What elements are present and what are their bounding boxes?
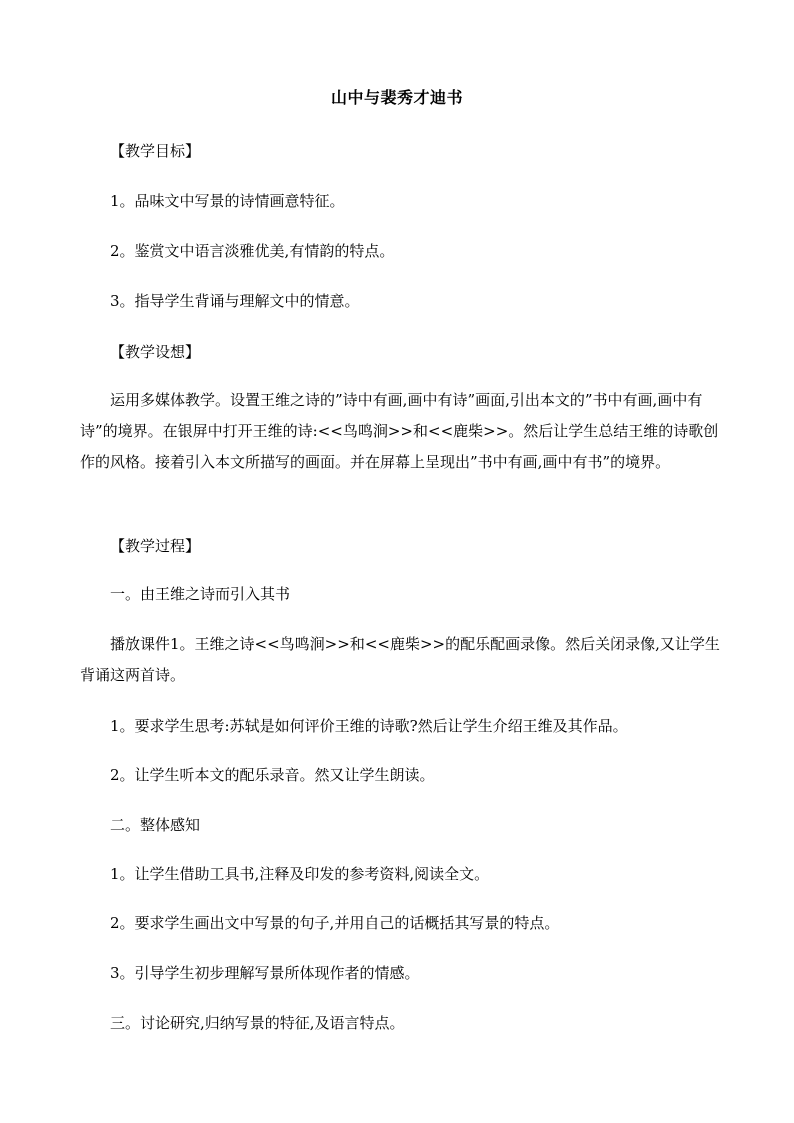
step-1-item-1: 1。要求学生思考:苏轼是如何评价王维的诗歌?然后让学生介绍王维及其作品。 (110, 717, 628, 735)
step-2-heading: 二。整体感知 (110, 816, 201, 834)
step-2-item-3: 3。引导学生初步理解写景所体现作者的情感。 (110, 964, 420, 982)
step-2-item-1: 1。让学生借助工具书,注释及印发的参考资料,阅读全文。 (110, 865, 490, 883)
step-1-heading: 一。由王维之诗而引入其书 (110, 585, 291, 603)
section-heading-goals: 【教学目标】 (110, 142, 201, 160)
goal-item-1: 1。品味文中写景的诗情画意特征。 (110, 192, 345, 210)
step-3-heading: 三。讨论研究,归纳写景的特征,及语言特点。 (110, 1014, 405, 1032)
step-2-item-2: 2。要求学生画出文中写景的句子,并用自己的话概括其写景的特点。 (110, 914, 560, 932)
goal-item-3: 3。指导学生背诵与理解文中的情意。 (110, 292, 360, 310)
step-1-paragraph: 播放课件1。王维之诗<<鸟鸣涧>>和<<鹿柴>>的配乐配画录像。然后关闭录像,又让学生背诵这两首诗。 (80, 635, 720, 684)
section-heading-design: 【教学设想】 (110, 343, 201, 361)
section-heading-process: 【教学过程】 (110, 537, 201, 555)
design-paragraph: 运用多媒体教学。设置王维之诗的”诗中有画,画中有诗”画面,引出本文的”书中有画,画中有诗”的境界。在银屏中打开王维的诗:<<鸟鸣涧>>和<<鹿柴>>。然后让学生总结王维的诗歌创作的风格。接着引入本文所描写的画面。并在屏幕上呈现出”书中有画,画中有书”的境界。 (80, 391, 719, 471)
goal-item-2: 2。鉴赏文中语言淡雅优美,有情韵的特点。 (110, 242, 395, 260)
step-1-item-2: 2。让学生听本文的配乐录音。然又让学生朗读。 (110, 766, 435, 784)
page-title: 山中与裴秀才迪书 (330, 88, 463, 107)
